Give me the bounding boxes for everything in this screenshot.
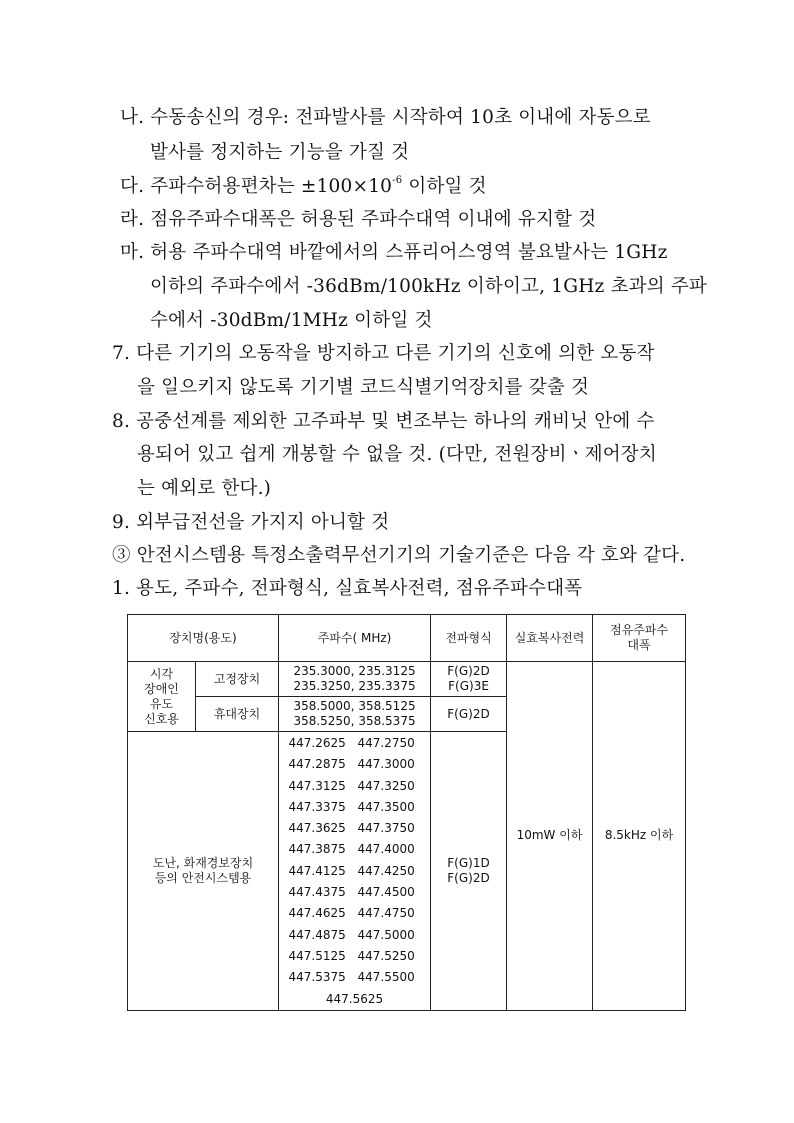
freq-line: 358.5000, 358.5125 — [293, 699, 416, 713]
freq-line: 235.3250, 235.3375 — [293, 679, 416, 693]
emission-line: F(G)2D — [447, 664, 490, 678]
freq-pair-row — [279, 946, 430, 967]
freq-value: 447.4500 — [357, 885, 415, 900]
freq-value: 447.3875 — [288, 842, 346, 857]
freq-pair-row — [279, 967, 430, 988]
freq-value: 447.5125 — [288, 948, 346, 963]
freq-pair-row — [279, 818, 430, 839]
freq-value: 447.2750 — [357, 736, 415, 750]
item-da-exponent: -6 — [392, 175, 403, 186]
freq-value: 447.4250 — [357, 863, 415, 878]
group1-label-line: 유도 — [149, 696, 174, 711]
freq-value: 447.4375 — [288, 885, 346, 900]
group1-label-line: 시각 — [149, 666, 174, 681]
freq-pair-list — [279, 733, 430, 989]
freq-pair-row — [279, 733, 430, 754]
emission-line: F(G)2D — [447, 870, 490, 885]
freq-value: 447.2625 — [288, 736, 346, 750]
freq-pair-row — [279, 797, 430, 818]
group2-label-line: 도난, 화재경보장치 — [152, 855, 254, 870]
item-1-heading: 1. 용도, 주파수, 전파형식, 실효복사전력, 점유주파수대폭 — [112, 578, 583, 599]
item-ra: 라. 점유주파수대폭은 허용된 주파수대역 이내에 유지할 것 — [120, 209, 597, 230]
freq-pair-row — [279, 882, 430, 903]
freq-portable — [279, 697, 431, 732]
freq-pair-row — [279, 754, 430, 775]
item-ma-line3: 수에서 -30dBm/1MHz 이하일 것 — [150, 310, 433, 331]
item-9: 9. 외부급전선을 가지지 아니할 것 — [112, 512, 390, 533]
header-bandwidth — [593, 615, 686, 662]
group2-label — [128, 732, 279, 1011]
freq-value: 447.3000 — [357, 757, 415, 772]
device-fixed: 고정장치 — [196, 662, 279, 697]
item-na-line1: 나. 수동송신의 경우: 전파발사를 시작하여 10초 이내에 자동으로 — [120, 107, 651, 128]
header-emission: 전파형식 — [431, 615, 507, 662]
item-7-line1: 7. 다른 기기의 오동작을 방지하고 다른 기기의 신호에 의한 오동작 — [112, 343, 655, 364]
spec-table — [127, 614, 686, 1011]
freq-value: 447.3625 — [288, 821, 346, 836]
emission-line: F(G)1D — [447, 855, 490, 870]
freq-value: 447.3250 — [357, 778, 415, 793]
item-8-line1: 8. 공중선계를 제외한 고주파부 및 변조부는 하나의 캐비닛 안에 수 — [112, 411, 655, 432]
item-na-line2: 발사를 정지하는 기능을 가질 것 — [150, 142, 410, 163]
freq-value: 447.3375 — [288, 799, 346, 814]
freq-value: 447.3750 — [357, 821, 415, 836]
emission-portable: F(G)2D — [431, 697, 507, 732]
group1-label — [128, 662, 196, 732]
bandwidth-value: 8.5kHz 이하 — [593, 662, 686, 1011]
group1-label-line: 신호용 — [144, 711, 179, 726]
emission-line: F(G)3E — [448, 679, 489, 693]
freq-value: 447.4000 — [357, 842, 415, 857]
freq-pair-row — [279, 925, 430, 946]
freq-value: 447.3500 — [357, 799, 415, 814]
header-frequency: 주파수( MHz) — [279, 615, 431, 662]
item-8-line3: 는 예외로 한다.) — [137, 478, 272, 499]
device-portable: 휴대장치 — [196, 697, 279, 732]
table-header-row — [128, 615, 686, 662]
freq-line: 235.3000, 235.3125 — [293, 664, 416, 678]
freq-fixed — [279, 662, 431, 697]
group1-label-line: 장애인 — [144, 681, 179, 696]
freq-value: 447.4125 — [288, 863, 346, 878]
header-bandwidth-line1: 점유주파수 — [610, 623, 668, 637]
freq-pair-row — [279, 861, 430, 882]
item-ma-line2: 이하의 주파수에서 -36dBm/100kHz 이하이고, 1GHz 초과의 주파 — [150, 276, 708, 297]
freq-pair-row — [279, 903, 430, 924]
freq-value: 447.4625 — [288, 906, 346, 921]
group2-label-line: 등의 안전시스템용 — [154, 870, 252, 885]
freq-value: 447.4875 — [288, 927, 346, 942]
erp-value: 10mW 이하 — [507, 662, 593, 1011]
header-bandwidth-line2: 대폭 — [627, 638, 651, 652]
freq-value: 447.2875 — [288, 757, 346, 772]
item-7-line2: 을 일으키지 않도록 기기별 코드식별기억장치를 갖출 것 — [137, 377, 590, 398]
emission-fixed — [431, 662, 507, 697]
item-da — [120, 175, 487, 199]
table-row — [128, 662, 686, 697]
item-da-text: 다. 주파수허용편차는 ±100×10 — [120, 176, 393, 197]
freq-value: 447.5375 — [288, 970, 346, 985]
freq-list-security — [279, 732, 431, 1011]
item-8-line2: 용되어 있고 쉽게 개봉할 수 없을 것. (다만, 전원장비ㆍ제어장치 — [137, 444, 658, 465]
freq-value: 447.5500 — [357, 970, 415, 985]
freq-pair-row — [279, 776, 430, 797]
item-ma-line1: 마. 허용 주파수대역 바깥에서의 스퓨리어스영역 불요발사는 1GHz — [120, 242, 668, 263]
freq-value: 447.3125 — [288, 778, 346, 793]
freq-line: 358.5250, 358.5375 — [293, 714, 416, 728]
clause-3-heading: ③ 안전시스템용 특정소출력무선기기의 기술기준은 다음 각 호와 같다. — [112, 545, 686, 566]
header-erp: 실효복사전력 — [507, 615, 593, 662]
freq-value: 447.5000 — [357, 927, 415, 942]
header-device: 장치명(용도) — [128, 615, 279, 662]
freq-value: 447.4750 — [357, 906, 415, 921]
freq-value: 447.5250 — [357, 948, 415, 963]
emission-security — [431, 732, 507, 1011]
freq-pair-row — [279, 839, 430, 860]
item-da-suffix: 이하일 것 — [402, 176, 487, 197]
freq-last: 447.5625 — [325, 991, 384, 1006]
